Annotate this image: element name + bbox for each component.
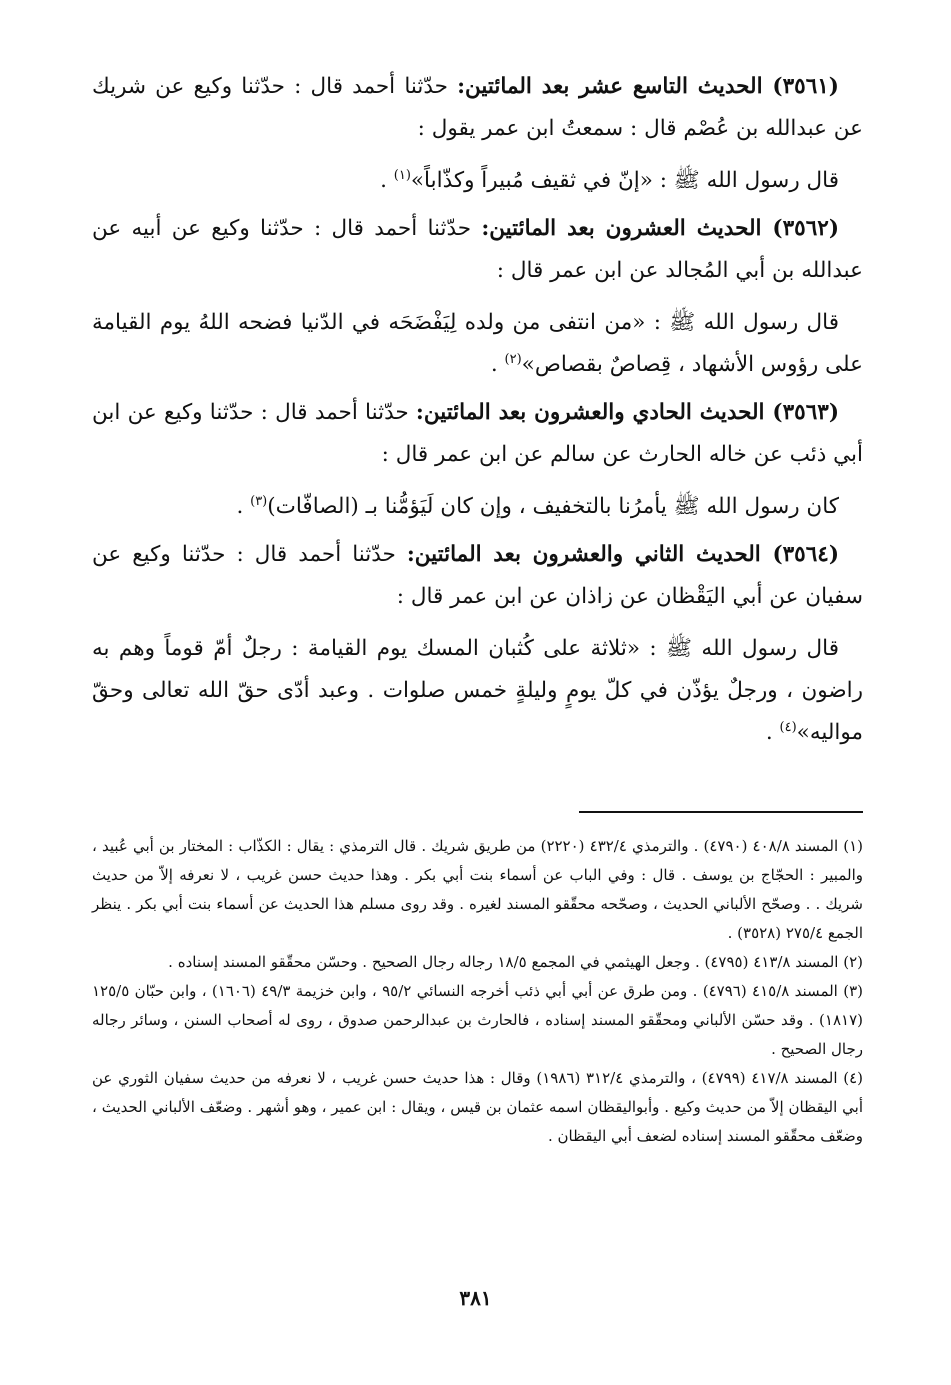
hadith-text (92, 486, 863, 528)
hadith-intro (92, 392, 863, 476)
footnote-ref[interactable]: (٤) (779, 719, 797, 735)
hadith-text (92, 302, 863, 386)
hadith-intro (92, 208, 863, 292)
footnote-ref[interactable]: (٣) (250, 493, 268, 509)
hadith-end: . (380, 168, 394, 193)
hadith-heading: (٣٥٦٤) الحديث الثاني والعشرون بعد المائتين: (406, 542, 840, 567)
hadith-end: . (765, 720, 780, 745)
hadith-end: . (490, 352, 505, 377)
hadith-matn: قال رسول الله ﷺ : «من انتفى من ولده لِيَفْضَحَه في الدّنيا فضحه اللهُ يوم القيامة على رؤوس الأشهاد ، قِصاصٌ بقصاص» (92, 310, 863, 377)
footnote-1: (١) المسند ٤٠٨/٨ (٤٧٩٠) . والترمذي ٤٣٢/٤ (٢٢٢٠) من طريق شريك . قال الترمذي : يقال : الكذّاب : المختار بن أبي عُبيد ، والمبير : الحجّاج بن يوسف . قال : وفي الباب عن أسماء بنت أبي بكر . وهذا حديث حسن غريب ، لا نعرفه إلاّ من حديث شريك . . وصحّح الألباني الحديث ، وصحّحه محقّقو المسند لغيره . وقد روى مسلم هذا الحديث عن أسماء بنت أبي بكر . ينظر الجمع ٢٧٥/٤ (٣٥٢٨) . (92, 837, 864, 942)
hadith-3564 (92, 534, 863, 754)
page-number: ٣٨١ (459, 1286, 492, 1310)
footnote-4: (٤) المسند ٤١٧/٨ (٤٧٩٩) ، والترمذي ٣١٢/٤ (١٩٨٦) وقال : هذا حديث حسن غريب ، لا نعرفه من حديث سفيان الثوري عن أبي اليقظان إلاّ من حديث وكيع . وأبواليقظان اسمه عثمان بن قيس ، ويقال : ابن عمير ، وهو أشهر . وضعّف الألباني الحديث ، وضعّف محقّقو المسند إسناده لضعف أبي اليقظان . (92, 1069, 863, 1145)
hadith-matn: قال رسول الله ﷺ : «إنّ في ثقيف مُبيراً وكذّاباً» (410, 168, 839, 193)
hadith-matn: قال رسول الله ﷺ : «ثلاثة على كُثبان المسك يوم القيامة : رجلٌ أمّ قوماً وهم به راضون ، ورجلٌ يؤذّن في كلّ يومٍ وليلةٍ خمس صلوات . وعبد أدّى حقّ الله تعالى وحقّ مواليه» (92, 636, 863, 745)
hadith-text (92, 628, 863, 754)
hadith-isnad: حدّثنا أحمد قال : حدّثنا وكيع عن ابن أبي ذئب عن خاله الحارث عن سالم عن ابن عمر قال : (92, 400, 863, 467)
footnote-2: (٢) المسند ٤١٣/٨ (٤٧٩٥) . وجعل الهيثمي في المجمع ١٨/٥ رجاله رجال الصحيح . وحسّن محقّقو المسند إسناده . (168, 953, 863, 971)
hadith-text (92, 160, 863, 202)
hadith-3562 (92, 208, 863, 386)
hadith-matn: كان رسول الله ﷺ يأمرُنا بالتخفيف ، وإن كان لَيَؤمُّنا بـ (الصافّات) (267, 494, 839, 519)
hadith-intro (92, 534, 863, 618)
hadith-isnad: حدّثنا أحمد قال : حدّثنا وكيع عن أبيه عن عبدالله بن أبي المُجالد عن ابن عمر قال : (92, 216, 863, 283)
footnote-ref[interactable]: (٢) (504, 351, 522, 367)
hadith-heading: (٣٥٦١) الحديث التاسع عشر بعد المائتين: (457, 74, 839, 99)
hadith-intro (92, 66, 863, 150)
footnote-ref[interactable]: (١) (393, 167, 411, 183)
footnotes (92, 832, 863, 1151)
footnote-3: (٣) المسند ٤١٥/٨ (٤٧٩٦) . ومن طرق عن أبي أبي ذئب أخرجه النسائي ٩٥/٢ ، وابن خزيمة ٤٩/٣ (١٦٠٦) ، وابن حبّان ١٢٥/٥ (١٨١٧) . وقد حسّن الألباني ومحقّقو المسند إسناده ، فالحارث بن عبدالرحمن صدوق ، روى له أصحاب السنن ، وسائر رجاله رجال الصحيح . (92, 982, 863, 1058)
hadith-isnad: حدّثنا أحمد قال : حدّثنا وكيع عن شريك عن عبدالله بن عُصْم قال : سمعتُ ابن عمر يقول : (92, 74, 863, 141)
hadith-end: . (236, 494, 251, 519)
hadith-heading: (٣٥٦٢) الحديث العشرون بعد المائتين: (481, 216, 839, 241)
hadith-heading: (٣٥٦٣) الحديث الحادي والعشرون بعد المائتين: (415, 400, 839, 425)
hadith-isnad: حدّثنا أحمد قال : حدّثنا وكيع عن سفيان عن أبي اليَقْظان عن زاذان عن ابن عمر قال : (92, 542, 863, 609)
hadith-3563 (92, 392, 863, 528)
hadith-3561 (92, 66, 863, 202)
footnote-divider (579, 811, 863, 813)
